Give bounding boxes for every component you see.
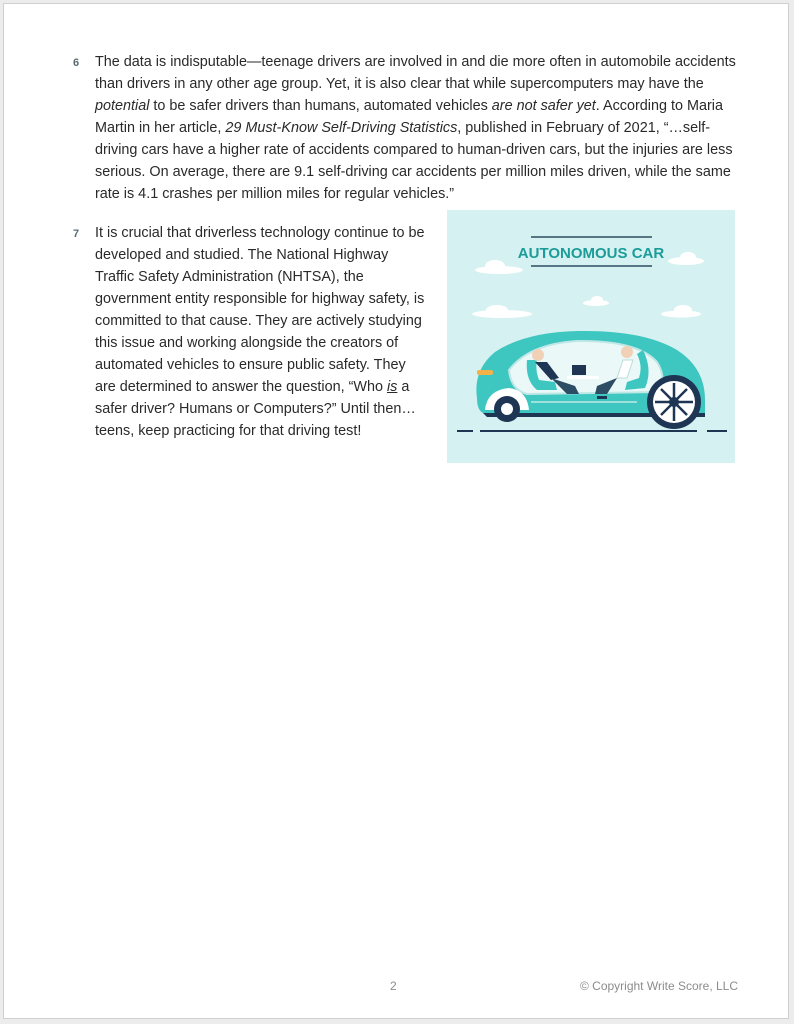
paragraph-text: . According to Maria Martin in her article, [95, 98, 723, 136]
paragraph-text: It is crucial that driverless technology continue to be developed and studied. The National Highway Traffic Safety Administration (NHTSA), the government entity responsible for highway safety, is committed to that cause. They are actively studying this issue and working alongside the creators of automated vehicles to ensure public safety. They are determined to answer the question, “Who [95, 225, 425, 395]
paragraph-text: to be safer drivers than humans, automated vehicles [149, 98, 492, 114]
paragraph-number: 6 [73, 57, 80, 69]
emphasis-text: are not safer yet [491, 98, 596, 114]
paragraph-7 [95, 222, 430, 442]
page-number: 2 [390, 979, 397, 993]
laptop-icon [572, 365, 586, 375]
document-page [3, 3, 789, 1019]
illustration-title: AUTONOMOUS CAR [517, 245, 665, 262]
paragraph-6 [95, 51, 745, 205]
paragraph-text: The data is indisputable—teenage drivers are involved in and die more often in automobile accidents than drivers in any other age group. Yet, it is also clear that while supercomputers may have the [95, 54, 736, 92]
emphasis-text: potential [95, 98, 150, 114]
door-handle-icon [597, 396, 607, 399]
paragraph-number: 7 [73, 228, 80, 240]
autonomous-car-illustration [447, 210, 735, 463]
copyright-notice: © Copyright Write Score, LLC [579, 979, 738, 993]
emphasis-text: is [386, 379, 398, 395]
headlight-icon [477, 370, 493, 375]
rear-wheel-icon [647, 375, 701, 429]
paragraph-text: a safer driver? Humans or Computers?” Until then…teens, keep practicing for that driving test! [95, 379, 416, 439]
article-title: 29 Must-Know Self-Driving Statistics [225, 120, 458, 136]
paragraph-text: , published in February of 2021, “…self-driving cars have a higher rate of accidents compared to human-driven cars, but the injuries are less serious. On average, there are 9.1 self-driving car accidents per million miles driven, while the same rate is 4.1 crashes per million miles for regular vehicles.” [95, 120, 733, 202]
table-icon [567, 376, 599, 379]
